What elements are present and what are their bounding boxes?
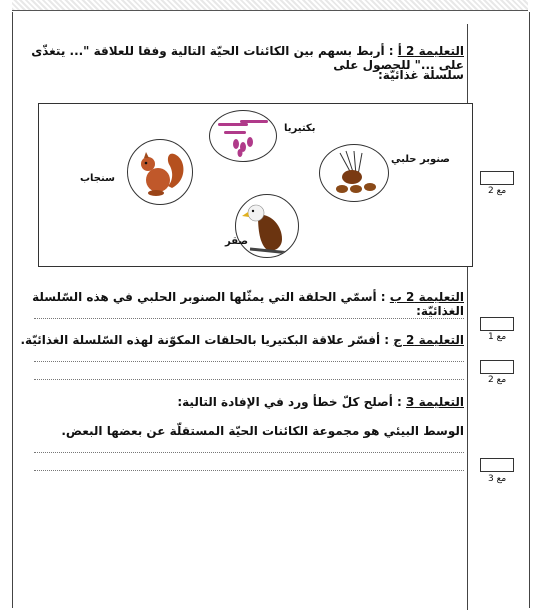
instruction-2a-text: : أربط بسهم بين الكائنات الحيّة التالية وفقا للعلاقة "... يتغذّى على ..." للحصول على — [31, 44, 464, 72]
score-label-2a: مع 2 — [488, 186, 507, 196]
instruction-2b — [14, 290, 464, 318]
instruction-2c-label: التعليمة 2 ج — [393, 333, 464, 347]
squirrel-label: سنجاب — [80, 173, 115, 184]
pine-label: صنوبر حلبي — [391, 154, 450, 165]
score-box-3[interactable] — [480, 458, 514, 472]
eagle-image — [235, 194, 299, 258]
instruction-3-text: : أصلح كلّ خطأ ورد في الإفادة التالية: — [177, 395, 402, 409]
instruction-3-label: التعليمة 3 — [406, 395, 464, 409]
answer-line-2c-2[interactable] — [34, 379, 464, 380]
score-label-2b: مع 1 — [488, 332, 507, 342]
answer-line-3-1[interactable] — [34, 452, 464, 453]
bacteria-image — [209, 110, 277, 162]
answer-line-3-2[interactable] — [34, 470, 464, 471]
bacteria-icon — [210, 111, 276, 161]
squirrel-icon — [128, 140, 192, 204]
answer-line-2c-1[interactable] — [34, 361, 464, 362]
instruction-2a-label: التعليمة 2 أ — [397, 44, 464, 58]
score-box-2c[interactable] — [480, 360, 514, 374]
answer-line-2b[interactable] — [34, 318, 464, 319]
instruction-2b-label: التعليمة 2 ب — [389, 290, 464, 304]
instruction-3 — [14, 395, 464, 409]
pine-cone-icon — [320, 145, 388, 201]
score-box-2b[interactable] — [480, 317, 514, 331]
eagle-icon — [236, 195, 298, 257]
top-hatched-band — [12, 0, 528, 11]
instruction-2a-line2: سلسلة غذائيّة: — [378, 68, 464, 82]
score-label-3: مع 3 — [488, 474, 507, 484]
instruction-2b-text: : أسمّي الحلقة التي يمثّلها الصنوبر الحلبي في هذه السّلسلة الغذائيّة: — [32, 290, 464, 318]
instruction-2c-text: : أفسّر علاقة البكتيريا بالحلقات المكوّنة لهذه السّلسلة الغذائيّة. — [20, 333, 390, 347]
instruction-3-statement: الوسط البيئي هو مجموعة الكائنات الحيّة المستقلّة عن بعضها البعض. — [61, 424, 464, 438]
score-label-2c: مع 2 — [488, 375, 507, 385]
squirrel-image — [127, 139, 193, 205]
bacteria-label: بكتيريا — [284, 123, 316, 134]
food-chain-diagram — [38, 103, 473, 267]
score-box-2a[interactable] — [480, 171, 514, 185]
instruction-2c — [14, 333, 464, 347]
eagle-label: صقر — [225, 236, 249, 247]
pine-image — [319, 144, 389, 202]
